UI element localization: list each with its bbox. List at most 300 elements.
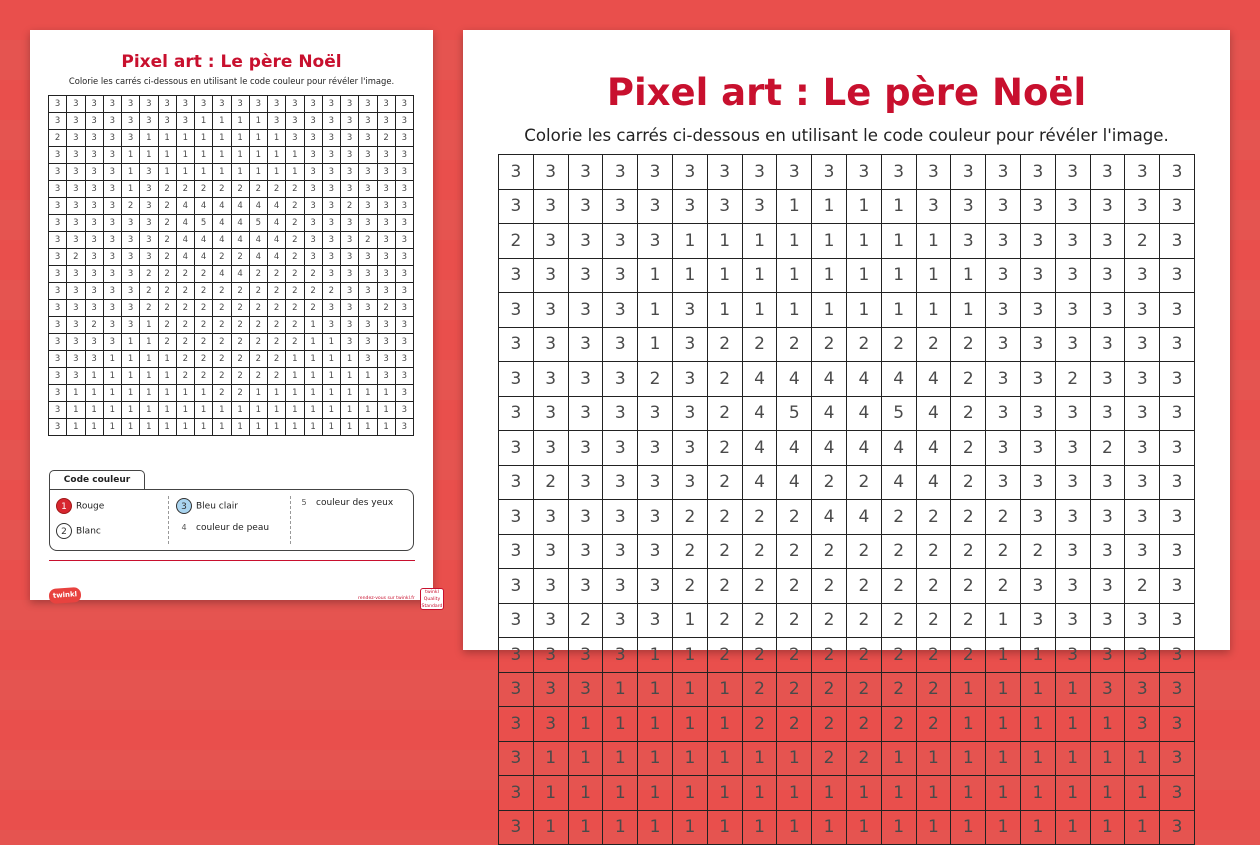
- grid-cell: 2: [707, 500, 742, 535]
- grid-cell: 3: [499, 638, 534, 673]
- grid-cell: 3: [67, 147, 85, 164]
- grid-cell: 3: [533, 672, 568, 707]
- grid-row: [49, 385, 414, 402]
- grid-cell: 1: [986, 707, 1021, 742]
- grid-cell: 2: [742, 638, 777, 673]
- grid-cell: 1: [322, 351, 340, 368]
- grid-cell: 2: [158, 300, 176, 317]
- grid-cell: 3: [777, 155, 812, 190]
- grid-cell: 1: [341, 419, 359, 436]
- grid-cell: 3: [1090, 534, 1125, 569]
- grid-cell: 4: [231, 215, 249, 232]
- grid-cell: 3: [499, 258, 534, 293]
- grid-cell: 2: [158, 266, 176, 283]
- grid-cell: 1: [249, 113, 267, 130]
- grid-row: [499, 327, 1195, 362]
- grid-cell: 2: [213, 368, 231, 385]
- grid-cell: 3: [67, 300, 85, 317]
- grid-cell: 1: [707, 293, 742, 328]
- grid-cell: 1: [377, 385, 395, 402]
- grid-cell: 1: [916, 741, 951, 776]
- grid-cell: 1: [158, 385, 176, 402]
- grid-cell: 5: [195, 215, 213, 232]
- grid-cell: 2: [158, 283, 176, 300]
- grid-cell: 2: [249, 181, 267, 198]
- grid-cell: 3: [672, 155, 707, 190]
- grid-cell: 1: [341, 351, 359, 368]
- grid-row: [49, 96, 414, 113]
- grid-cell: 2: [195, 317, 213, 334]
- grid-cell: 3: [85, 232, 103, 249]
- grid-cell: 2: [846, 603, 881, 638]
- grid-cell: 1: [881, 189, 916, 224]
- grid-cell: 3: [1055, 293, 1090, 328]
- grid-cell: 2: [268, 283, 286, 300]
- grid-cell: 3: [359, 113, 377, 130]
- grid-cell: 1: [195, 130, 213, 147]
- grid-cell: 3: [986, 362, 1021, 397]
- grid-cell: 3: [986, 465, 1021, 500]
- grid-cell: 3: [1125, 465, 1160, 500]
- grid-cell: 1: [122, 164, 140, 181]
- grid-cell: 5: [777, 396, 812, 431]
- grid-cell: 2: [140, 266, 158, 283]
- grid-cell: 1: [846, 258, 881, 293]
- grid-cell: 2: [672, 569, 707, 604]
- grid-cell: 2: [777, 534, 812, 569]
- grid-cell: 3: [672, 396, 707, 431]
- legend-label: Bleu clair: [196, 501, 238, 512]
- instructions-text: Colorie les carrés ci-dessous en utilisant le code couleur pour révéler l'image.: [68, 76, 395, 86]
- grid-cell: 3: [395, 198, 413, 215]
- grid-cell: 3: [140, 181, 158, 198]
- grid-cell: 1: [742, 741, 777, 776]
- grid-cell: 3: [499, 189, 534, 224]
- grid-cell: 3: [533, 362, 568, 397]
- grid-cell: 3: [286, 113, 304, 130]
- grid-cell: 3: [176, 96, 194, 113]
- grid-cell: 3: [322, 300, 340, 317]
- grid-cell: 1: [322, 368, 340, 385]
- grid-cell: 3: [395, 385, 413, 402]
- grid-cell: 3: [707, 155, 742, 190]
- grid-cell: 3: [304, 198, 322, 215]
- grid-cell: 3: [1160, 569, 1195, 604]
- grid-cell: 2: [158, 249, 176, 266]
- grid-cell: 3: [359, 266, 377, 283]
- grid-cell: 4: [742, 431, 777, 466]
- grid-cell: 1: [707, 224, 742, 259]
- grid-cell: 3: [1160, 362, 1195, 397]
- grid-cell: 3: [304, 113, 322, 130]
- grid-cell: 3: [672, 465, 707, 500]
- grid-cell: 4: [213, 266, 231, 283]
- badge-line: Quality: [423, 597, 441, 602]
- grid-cell: 1: [122, 181, 140, 198]
- grid-row: [499, 189, 1195, 224]
- legend-item-peau: [176, 523, 269, 533]
- grid-cell: 1: [1125, 741, 1160, 776]
- grid-cell: 4: [846, 431, 881, 466]
- grid-cell: 3: [1160, 224, 1195, 259]
- grid-cell: 1: [916, 258, 951, 293]
- grid-cell: 3: [49, 300, 67, 317]
- grid-cell: 4: [268, 215, 286, 232]
- grid-cell: 3: [322, 317, 340, 334]
- grid-cell: 2: [249, 266, 267, 283]
- grid-cell: 3: [568, 155, 603, 190]
- grid-cell: 1: [951, 741, 986, 776]
- grid-cell: 3: [341, 317, 359, 334]
- grid-cell: 4: [742, 396, 777, 431]
- grid-cell: 3: [67, 232, 85, 249]
- grid-cell: 3: [304, 215, 322, 232]
- grid-cell: 1: [286, 385, 304, 402]
- grid-row: [49, 317, 414, 334]
- grid-cell: 2: [195, 283, 213, 300]
- grid-cell: 3: [499, 534, 534, 569]
- grid-cell: 1: [176, 385, 194, 402]
- grid-cell: 1: [881, 293, 916, 328]
- grid-cell: 4: [777, 362, 812, 397]
- grid-cell: 3: [85, 198, 103, 215]
- grid-cell: 3: [568, 293, 603, 328]
- grid-cell: 3: [1020, 293, 1055, 328]
- grid-cell: 3: [1090, 327, 1125, 362]
- grid-cell: 1: [916, 810, 951, 845]
- grid-cell: 3: [67, 181, 85, 198]
- grid-cell: 2: [213, 181, 231, 198]
- grid-cell: 1: [231, 113, 249, 130]
- grid-cell: 1: [85, 385, 103, 402]
- grid-cell: 1: [951, 293, 986, 328]
- grid-cell: 3: [322, 266, 340, 283]
- grid-cell: 1: [638, 810, 673, 845]
- grid-cell: 3: [67, 130, 85, 147]
- grid-cell: 3: [812, 155, 847, 190]
- grid-cell: 3: [638, 500, 673, 535]
- grid-cell: 1: [951, 776, 986, 811]
- grid-cell: 3: [1125, 327, 1160, 362]
- grid-cell: 1: [707, 776, 742, 811]
- grid-cell: 2: [777, 672, 812, 707]
- grid-cell: 3: [1055, 638, 1090, 673]
- grid-cell: 3: [568, 396, 603, 431]
- grid-cell: 2: [499, 224, 534, 259]
- grid-cell: 1: [1055, 776, 1090, 811]
- grid-cell: 2: [341, 198, 359, 215]
- grid-cell: 3: [1125, 362, 1160, 397]
- grid-cell: 2: [812, 465, 847, 500]
- grid-cell: 3: [951, 224, 986, 259]
- grid-cell: 1: [304, 351, 322, 368]
- grid-cell: 4: [249, 198, 267, 215]
- grid-cell: 3: [986, 293, 1021, 328]
- grid-cell: 2: [158, 334, 176, 351]
- grid-cell: 3: [322, 181, 340, 198]
- grid-cell: 3: [568, 638, 603, 673]
- grid-cell: 3: [122, 232, 140, 249]
- grid-cell: 3: [846, 155, 881, 190]
- grid-cell: 2: [176, 351, 194, 368]
- grid-cell: 3: [638, 569, 673, 604]
- grid-cell: 3: [67, 334, 85, 351]
- grid-cell: 3: [1160, 155, 1195, 190]
- grid-cell: 1: [195, 402, 213, 419]
- grid-cell: 3: [1090, 603, 1125, 638]
- grid-cell: 3: [49, 283, 67, 300]
- grid-cell: 3: [707, 189, 742, 224]
- grid-cell: 3: [67, 283, 85, 300]
- grid-cell: 1: [533, 810, 568, 845]
- grid-cell: 1: [195, 164, 213, 181]
- grid-cell: 2: [195, 266, 213, 283]
- grid-cell: 3: [49, 232, 67, 249]
- grid-cell: 3: [1160, 810, 1195, 845]
- grid-cell: 3: [1020, 500, 1055, 535]
- grid-cell: 2: [286, 198, 304, 215]
- grid-cell: 3: [1160, 431, 1195, 466]
- grid-cell: 2: [707, 638, 742, 673]
- grid-cell: 1: [359, 385, 377, 402]
- grid-cell: 3: [986, 224, 1021, 259]
- grid-cell: 1: [140, 317, 158, 334]
- grid-cell: 3: [103, 232, 121, 249]
- grid-cell: 3: [638, 224, 673, 259]
- grid-cell: 2: [268, 334, 286, 351]
- grid-cell: 1: [638, 327, 673, 362]
- grid-cell: 3: [1020, 189, 1055, 224]
- grid-cell: 1: [603, 810, 638, 845]
- grid-cell: 3: [49, 402, 67, 419]
- grid-cell: 3: [533, 603, 568, 638]
- grid-cell: 3: [140, 113, 158, 130]
- grid-cell: 2: [881, 569, 916, 604]
- grid-cell: 1: [777, 189, 812, 224]
- grid-cell: 3: [533, 396, 568, 431]
- grid-cell: 1: [1020, 810, 1055, 845]
- quality-badge-icon: [420, 588, 444, 610]
- grid-cell: 3: [103, 317, 121, 334]
- grid-cell: 1: [176, 419, 194, 436]
- grid-cell: 3: [568, 224, 603, 259]
- grid-cell: 1: [986, 603, 1021, 638]
- grid-cell: 2: [176, 181, 194, 198]
- grid-cell: 3: [1160, 776, 1195, 811]
- grid-cell: 3: [49, 368, 67, 385]
- legend-label: Rouge: [76, 501, 105, 512]
- grid-cell: 1: [249, 164, 267, 181]
- grid-cell: 3: [1020, 569, 1055, 604]
- grid-cell: 1: [359, 402, 377, 419]
- grid-cell: 1: [1090, 810, 1125, 845]
- grid-cell: 3: [1160, 741, 1195, 776]
- grid-cell: 1: [158, 419, 176, 436]
- grid-cell: 1: [846, 293, 881, 328]
- grid-cell: 1: [268, 130, 286, 147]
- grid-cell: 3: [322, 164, 340, 181]
- grid-cell: 1: [85, 402, 103, 419]
- grid-cell: 3: [568, 534, 603, 569]
- grid-cell: 1: [672, 603, 707, 638]
- grid-cell: 1: [951, 672, 986, 707]
- grid-cell: 1: [122, 351, 140, 368]
- grid-cell: 1: [846, 189, 881, 224]
- grid-cell: 1: [195, 113, 213, 130]
- grid-cell: 1: [195, 419, 213, 436]
- grid-cell: 3: [359, 164, 377, 181]
- grid-cell: 1: [341, 385, 359, 402]
- grid-cell: 2: [707, 396, 742, 431]
- grid-cell: 3: [395, 334, 413, 351]
- grid-cell: 1: [777, 741, 812, 776]
- grid-cell: 1: [122, 385, 140, 402]
- grid-cell: 3: [304, 130, 322, 147]
- grid-cell: 2: [268, 181, 286, 198]
- grid-cell: 3: [672, 293, 707, 328]
- grid-cell: 3: [359, 96, 377, 113]
- grid-cell: 2: [916, 672, 951, 707]
- grid-cell: 3: [67, 96, 85, 113]
- grid-cell: 3: [1160, 258, 1195, 293]
- grid-cell: 5: [249, 215, 267, 232]
- grid-cell: 1: [777, 258, 812, 293]
- grid-cell: 2: [812, 534, 847, 569]
- grid-cell: 1: [158, 164, 176, 181]
- grid-cell: 1: [85, 368, 103, 385]
- grid-cell: 3: [341, 164, 359, 181]
- grid-cell: 3: [322, 96, 340, 113]
- twinkl-logo: twinkl: [49, 587, 82, 604]
- grid-cell: 2: [213, 351, 231, 368]
- grid-cell: 1: [176, 402, 194, 419]
- grid-cell: 1: [268, 385, 286, 402]
- grid-cell: 1: [672, 224, 707, 259]
- grid-cell: 3: [672, 327, 707, 362]
- grid-cell: 3: [140, 96, 158, 113]
- grid-cell: 2: [249, 351, 267, 368]
- grid-cell: 1: [812, 776, 847, 811]
- grid-cell: 3: [140, 198, 158, 215]
- grid-cell: 3: [377, 283, 395, 300]
- grid-cell: 2: [812, 707, 847, 742]
- grid-cell: 3: [140, 249, 158, 266]
- footer-url: rendez-vous sur twinkl.fr: [358, 596, 415, 601]
- grid-cell: 2: [846, 707, 881, 742]
- grid-cell: 1: [1020, 776, 1055, 811]
- grid-cell: 3: [103, 198, 121, 215]
- grid-cell: 2: [286, 249, 304, 266]
- white-circle-icon: 2: [56, 523, 72, 539]
- grid-cell: 3: [359, 198, 377, 215]
- grid-row: [49, 249, 414, 266]
- grid-cell: 3: [395, 130, 413, 147]
- grid-row: [49, 198, 414, 215]
- grid-cell: 3: [85, 249, 103, 266]
- badge-line: twinkl: [425, 590, 439, 595]
- grid-cell: 1: [881, 741, 916, 776]
- grid-cell: 3: [85, 96, 103, 113]
- grid-cell: 3: [359, 351, 377, 368]
- badge-line: Standard: [421, 604, 443, 609]
- grid-cell: 1: [195, 147, 213, 164]
- grid-cell: 2: [1125, 569, 1160, 604]
- grid-cell: 3: [638, 155, 673, 190]
- grid-row: [49, 368, 414, 385]
- grid-cell: 1: [603, 776, 638, 811]
- grid-cell: 1: [341, 368, 359, 385]
- grid-cell: 2: [176, 300, 194, 317]
- grid-cell: 2: [846, 465, 881, 500]
- grid-cell: 1: [85, 419, 103, 436]
- grid-cell: 4: [916, 431, 951, 466]
- grid-cell: 1: [707, 672, 742, 707]
- grid-cell: 3: [499, 362, 534, 397]
- grid-cell: 3: [49, 164, 67, 181]
- grid-cell: 2: [777, 603, 812, 638]
- grid-cell: 1: [140, 130, 158, 147]
- grid-cell: 3: [304, 96, 322, 113]
- legend-item-rouge: [56, 498, 104, 514]
- grid-cell: 3: [603, 327, 638, 362]
- grid-cell: 3: [603, 155, 638, 190]
- grid-cell: 4: [812, 500, 847, 535]
- grid-cell: 2: [986, 569, 1021, 604]
- grid-cell: 2: [249, 334, 267, 351]
- grid-cell: 4: [881, 362, 916, 397]
- legend-heading: Code couleur: [49, 470, 145, 490]
- grid-cell: 2: [846, 741, 881, 776]
- grid-cell: 1: [176, 164, 194, 181]
- footer-divider: [49, 560, 415, 561]
- grid-cell: 2: [268, 300, 286, 317]
- grid-cell: 2: [707, 569, 742, 604]
- grid-cell: 1: [707, 258, 742, 293]
- grid-cell: 1: [286, 402, 304, 419]
- grid-cell: 3: [603, 465, 638, 500]
- grid-cell: 2: [742, 500, 777, 535]
- grid-cell: 2: [881, 672, 916, 707]
- grid-cell: 3: [103, 249, 121, 266]
- grid-cell: 2: [916, 638, 951, 673]
- grid-cell: 3: [568, 431, 603, 466]
- grid-cell: 3: [1125, 189, 1160, 224]
- grid-cell: 2: [140, 300, 158, 317]
- grid-row: [499, 603, 1195, 638]
- grid-cell: 2: [176, 368, 194, 385]
- grid-cell: 3: [1090, 155, 1125, 190]
- grid-cell: 3: [158, 96, 176, 113]
- grid-cell: 1: [777, 224, 812, 259]
- grid-cell: 2: [268, 351, 286, 368]
- grid-cell: 1: [1055, 741, 1090, 776]
- grid-cell: 2: [85, 317, 103, 334]
- grid-cell: 1: [195, 385, 213, 402]
- grid-cell: 1: [846, 810, 881, 845]
- grid-cell: 3: [1160, 465, 1195, 500]
- color-code-legend: [49, 489, 414, 551]
- grid-cell: 3: [1055, 500, 1090, 535]
- grid-cell: 3: [49, 317, 67, 334]
- grid-cell: 3: [85, 181, 103, 198]
- grid-cell: 1: [359, 419, 377, 436]
- grid-cell: 2: [286, 334, 304, 351]
- grid-cell: 3: [49, 147, 67, 164]
- grid-cell: 3: [742, 155, 777, 190]
- grid-cell: 2: [777, 707, 812, 742]
- grid-cell: 3: [672, 362, 707, 397]
- grid-cell: 3: [533, 569, 568, 604]
